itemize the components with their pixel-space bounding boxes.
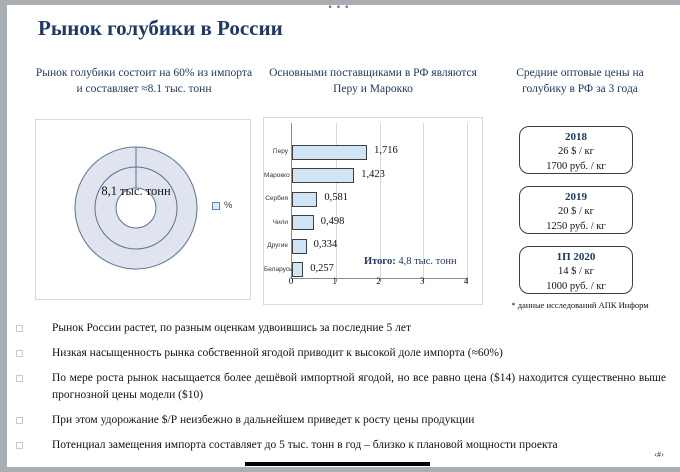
bar xyxy=(292,239,307,254)
price-rub: 1250 руб. / кг xyxy=(546,220,606,232)
bar-value-label: 0,334 xyxy=(313,239,338,250)
bar xyxy=(292,192,317,207)
bar-category-label: Сербия xyxy=(265,195,288,202)
source-footnote: * данные исследований АПК Информ xyxy=(511,300,649,310)
price-usd: 26 $ / кг xyxy=(558,146,594,157)
window-left-edge xyxy=(0,0,7,472)
x-axis-label: 4 xyxy=(463,276,469,286)
bar xyxy=(292,168,354,183)
bar-chart-total xyxy=(364,256,457,267)
price-box-2018 xyxy=(519,126,633,174)
bar-category-label: Перу xyxy=(272,148,288,155)
bar xyxy=(292,215,314,230)
donut-legend xyxy=(212,200,232,211)
bar-category-label: Другие xyxy=(267,242,288,249)
legend-swatch-icon xyxy=(212,202,220,210)
bullet-square-icon xyxy=(16,442,23,449)
bar xyxy=(292,145,367,160)
list-item xyxy=(16,320,666,337)
bullet-square-icon xyxy=(16,417,23,424)
price-rub: 1000 руб. / кг xyxy=(546,280,606,292)
bar-category-label: Марокко xyxy=(264,171,290,179)
bullet-text: Рынок России растет, по разным оценкам удвоившись за последние 5 лет xyxy=(52,322,412,334)
x-axis-label: 1 xyxy=(332,276,337,286)
bullet-list xyxy=(16,320,666,462)
list-item xyxy=(16,345,666,362)
donut-chart-panel xyxy=(35,119,251,300)
bullet-text: По мере роста рынок насыщается более дешёвой импортной ягодой, но все равно цена ($14) находится существенно выше прогнозной цены модели ($10) xyxy=(52,372,666,401)
window-drag-handle-dots[interactable]: ••• xyxy=(327,3,353,13)
price-usd: 14 $ / кг xyxy=(558,266,594,277)
left-column-header: Рынок голубики состоит на 60% из импорта и составляет ≈8.1 тыс. тонн xyxy=(35,67,253,95)
x-axis-label: 3 xyxy=(420,276,425,286)
bar-value-label: 0,498 xyxy=(320,215,345,227)
price-usd: 20 $ / кг xyxy=(558,206,594,217)
price-box-year: 2018 xyxy=(565,131,587,143)
bullet-text: Низкая насыщенность рынка собственной ягодой приводит к высокой доле импорта (≈60%) xyxy=(52,347,503,359)
bullet-square-icon xyxy=(16,375,23,382)
right-column-header: Средние оптовые цены на голубику в РФ за 3 года xyxy=(516,67,644,95)
price-rub: 1700 руб. / кг xyxy=(546,160,606,172)
gridline xyxy=(467,123,468,278)
bar-value-label: 1,423 xyxy=(361,168,385,180)
middle-column-header: Основными поставщиками в РФ являются Перу и Марокко xyxy=(269,67,477,95)
bullet-text: При этом удорожание $/Р неизбежно в дальнейшем приведет к росту цены продукции xyxy=(52,414,475,426)
bottom-accent-bar xyxy=(245,462,430,466)
price-box-2019 xyxy=(519,186,633,234)
window-bottom-edge xyxy=(0,467,680,472)
bar-category-label: Беларусь xyxy=(264,265,293,273)
bullet-text: Потенциал замещения импорта составляет до 5 тыс. тонн в год – близко к плановой мощности проекта xyxy=(52,439,558,451)
bar-value-label: 1,716 xyxy=(374,145,398,156)
price-box-1п-2020 xyxy=(519,246,633,294)
list-item xyxy=(16,370,666,404)
x-axis-label: 0 xyxy=(288,276,294,286)
donut-center-label: 8,1 тыс. тонн xyxy=(101,184,171,198)
list-item xyxy=(16,437,666,454)
bullet-square-icon xyxy=(16,350,23,357)
bar xyxy=(292,262,303,277)
price-box-year: 1П 2020 xyxy=(556,251,596,263)
page-title: Рынок голубики в России xyxy=(38,16,283,40)
page-number-placeholder: ‹#› xyxy=(654,449,664,459)
x-axis-label: 2 xyxy=(376,276,381,286)
bar-value-label: 0,257 xyxy=(310,262,334,274)
bar-chart-panel xyxy=(263,117,483,305)
gridline xyxy=(423,123,424,278)
bar-value-label: 0,581 xyxy=(324,192,349,203)
price-box-year: 2019 xyxy=(565,191,587,203)
total-label: Итого: xyxy=(364,256,396,267)
total-value: 4,8 тыс. тонн xyxy=(395,256,457,267)
bullet-square-icon xyxy=(16,325,23,332)
legend-label: % xyxy=(224,200,233,211)
bar-category-label: Чили xyxy=(272,218,288,226)
list-item xyxy=(16,412,666,429)
